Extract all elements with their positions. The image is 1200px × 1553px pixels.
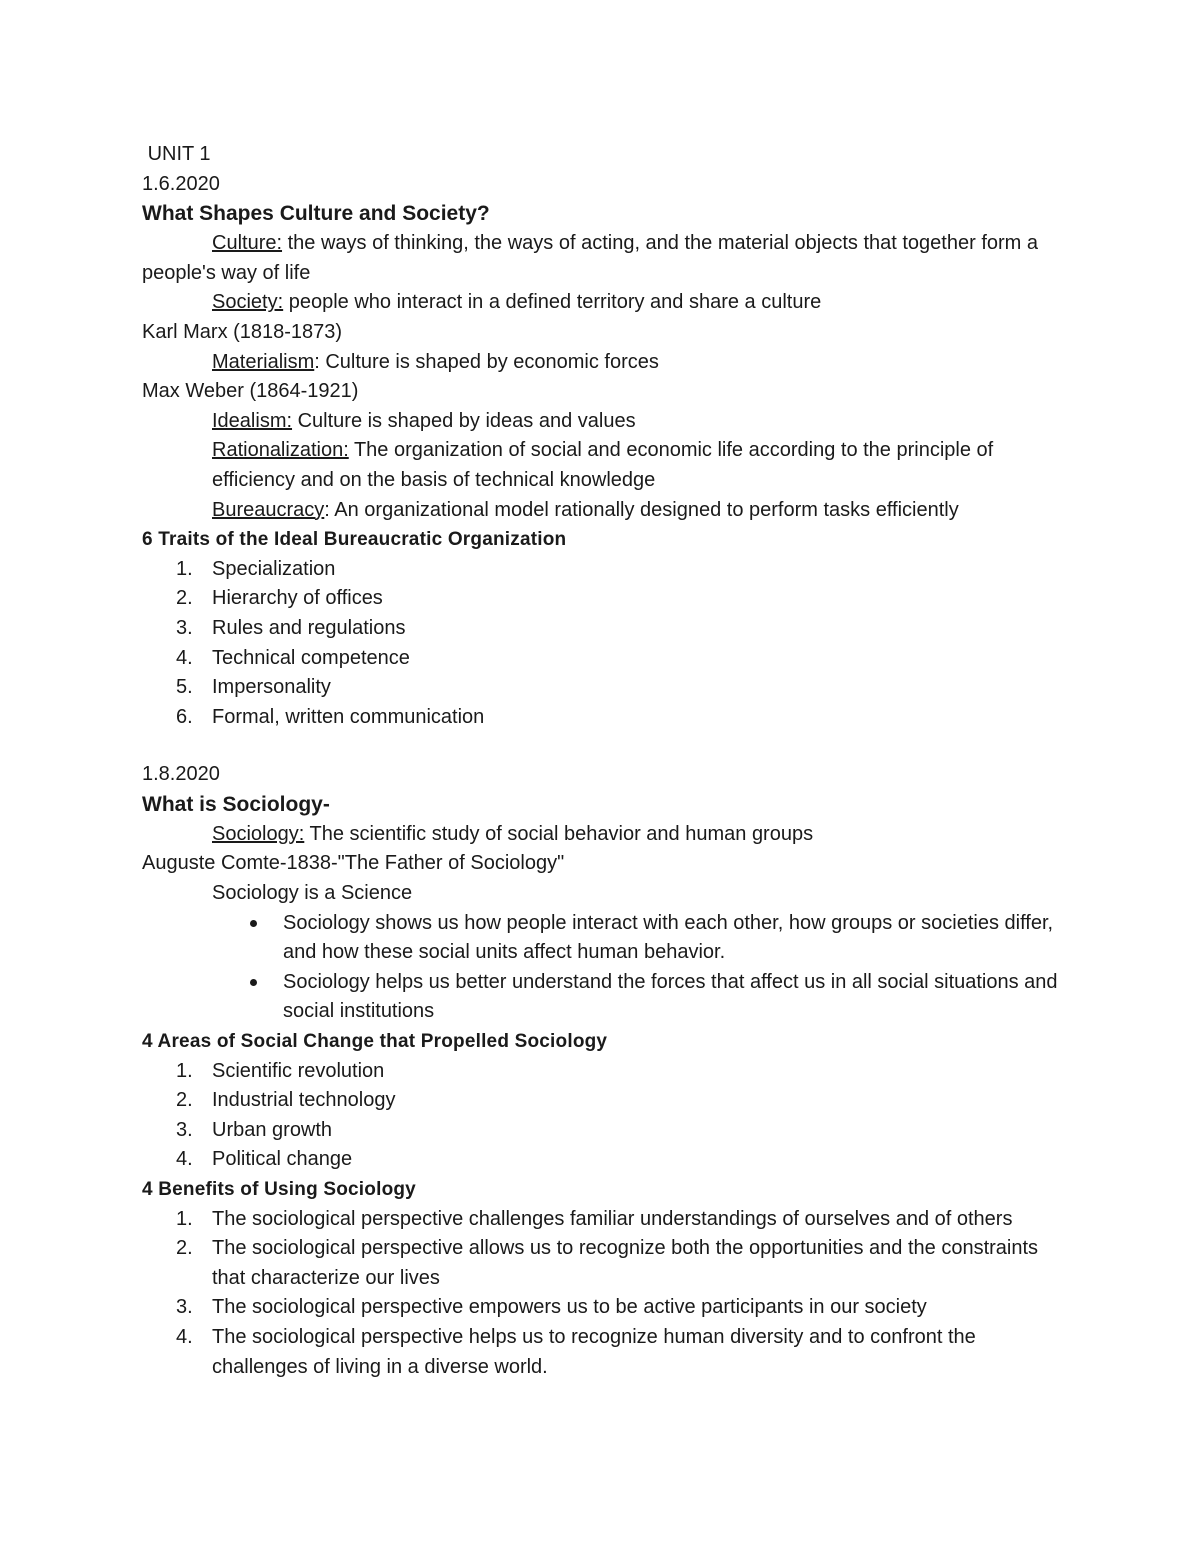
list-number: 4. [176, 646, 193, 669]
list-item [142, 673, 1067, 703]
sociology-bullets [142, 909, 1067, 1027]
definition-culture [142, 229, 1067, 288]
traits-list [142, 555, 1067, 733]
section1-title: What Shapes Culture and Society? [142, 202, 490, 226]
list-number: 1. [176, 1207, 193, 1230]
definition-society [142, 288, 1067, 318]
list-number: 3. [176, 1118, 193, 1141]
def-sociology: The scientific study of social behavior and human groups [304, 822, 814, 845]
list-number: 1. [176, 557, 193, 580]
definition-bureaucracy [142, 496, 1067, 526]
section-spacer [142, 732, 1067, 760]
list-item [142, 1057, 1067, 1087]
list-text: Formal, written communication [212, 705, 485, 728]
list-text: Rules and regulations [212, 616, 406, 639]
bullet-item [142, 909, 1067, 968]
list-item [142, 614, 1067, 644]
bullet-icon [250, 979, 257, 986]
list-item [142, 555, 1067, 585]
def-society: people who interact in a defined territory and share a culture [283, 291, 822, 314]
document-page [142, 140, 1067, 1382]
list-text: Urban growth [212, 1118, 333, 1141]
list-item [142, 1086, 1067, 1116]
list-item [142, 1234, 1067, 1293]
definition-materialism [142, 348, 1067, 378]
unit-label [142, 140, 1067, 170]
science-statement: Sociology is a Science [212, 882, 413, 905]
section2-date: 1.8.2020 [142, 763, 220, 786]
section1-date: 1.6.2020 [142, 172, 220, 195]
areas-heading: 4 Areas of Social Change that Propelled Sociology [142, 1031, 608, 1053]
list-text: Specialization [212, 557, 336, 580]
list-text: Political change [212, 1148, 353, 1171]
list-number: 6. [176, 705, 193, 728]
term-materialism: Materialism [212, 350, 315, 373]
section2-title: What is Sociology- [142, 792, 330, 816]
def-bureaucracy: : An organizational model rationally designed to perform tasks efficiently [324, 498, 959, 521]
list-text: Hierarchy of offices [212, 587, 383, 610]
list-text: Industrial technology [212, 1089, 396, 1112]
list-text: The sociological perspective allows us to recognize both the opportunities and the constraints that characterize our lives [212, 1237, 1039, 1289]
def-idealism: Culture is shaped by ideas and values [292, 409, 636, 432]
list-text: Impersonality [212, 676, 331, 699]
list-text: The sociological perspective challenges familiar understandings of ourselves and of others [212, 1207, 1013, 1230]
term-bureaucracy: Bureaucracy [212, 498, 325, 521]
bullet-icon [250, 920, 257, 927]
list-item [142, 703, 1067, 733]
list-item [142, 1323, 1067, 1382]
term-idealism: Idealism: [212, 409, 293, 432]
bullet-item [142, 968, 1067, 1027]
list-number: 2. [176, 587, 193, 610]
list-number: 4. [176, 1325, 193, 1348]
unit-text: UNIT 1 [147, 143, 211, 165]
areas-list [142, 1057, 1067, 1175]
list-number: 4. [176, 1148, 193, 1171]
list-number: 3. [176, 616, 193, 639]
person-weber: Max Weber (1864-1921) [142, 380, 359, 403]
person-marx: Karl Marx (1818-1873) [142, 320, 343, 343]
list-number: 1. [176, 1059, 193, 1082]
definition-sociology [142, 820, 1067, 850]
list-number: 3. [176, 1296, 193, 1319]
term-society: Society: [212, 291, 284, 314]
def-materialism: : Culture is shaped by economic forces [314, 350, 659, 373]
list-item [142, 644, 1067, 674]
list-item [142, 1116, 1067, 1146]
def-rationalization: The organization of social and economic life according to the principle of efficiency and on the basis of technical knowledge [212, 439, 994, 491]
list-number: 2. [176, 1089, 193, 1112]
term-culture: Culture: [212, 232, 283, 255]
bullet-text: Sociology helps us better understand the forces that affect us in all social situations and social institutions [283, 970, 1058, 1023]
term-sociology: Sociology: [212, 822, 305, 845]
definition-rationalization [142, 436, 1067, 495]
benefits-heading: 4 Benefits of Using Sociology [142, 1179, 416, 1200]
term-rationalization: Rationalization: [212, 439, 349, 462]
definition-idealism [142, 407, 1067, 437]
list-text: Scientific revolution [212, 1059, 385, 1082]
benefits-list [142, 1205, 1067, 1383]
list-number: 2. [176, 1237, 193, 1260]
list-text: The sociological perspective empowers us to be active participants in our society [212, 1296, 927, 1319]
list-item [142, 1293, 1067, 1323]
list-item [142, 1145, 1067, 1175]
list-number: 5. [176, 676, 193, 699]
list-text: Technical competence [212, 646, 410, 669]
person-comte: Auguste Comte-1838-"The Father of Sociology" [142, 852, 565, 875]
traits-heading: 6 Traits of the Ideal Bureaucratic Organization [142, 529, 567, 551]
bullet-text: Sociology shows us how people interact with each other, how groups or societies differ, and how these social units affect human behavior. [283, 911, 1054, 964]
list-text: The sociological perspective helps us to recognize human diversity and to confront the challenges of living in a diverse world. [212, 1325, 976, 1378]
list-item [142, 1205, 1067, 1235]
def-culture: the ways of thinking, the ways of acting, and the material objects that together form a people's way of life [142, 232, 1038, 284]
list-item [142, 584, 1067, 614]
